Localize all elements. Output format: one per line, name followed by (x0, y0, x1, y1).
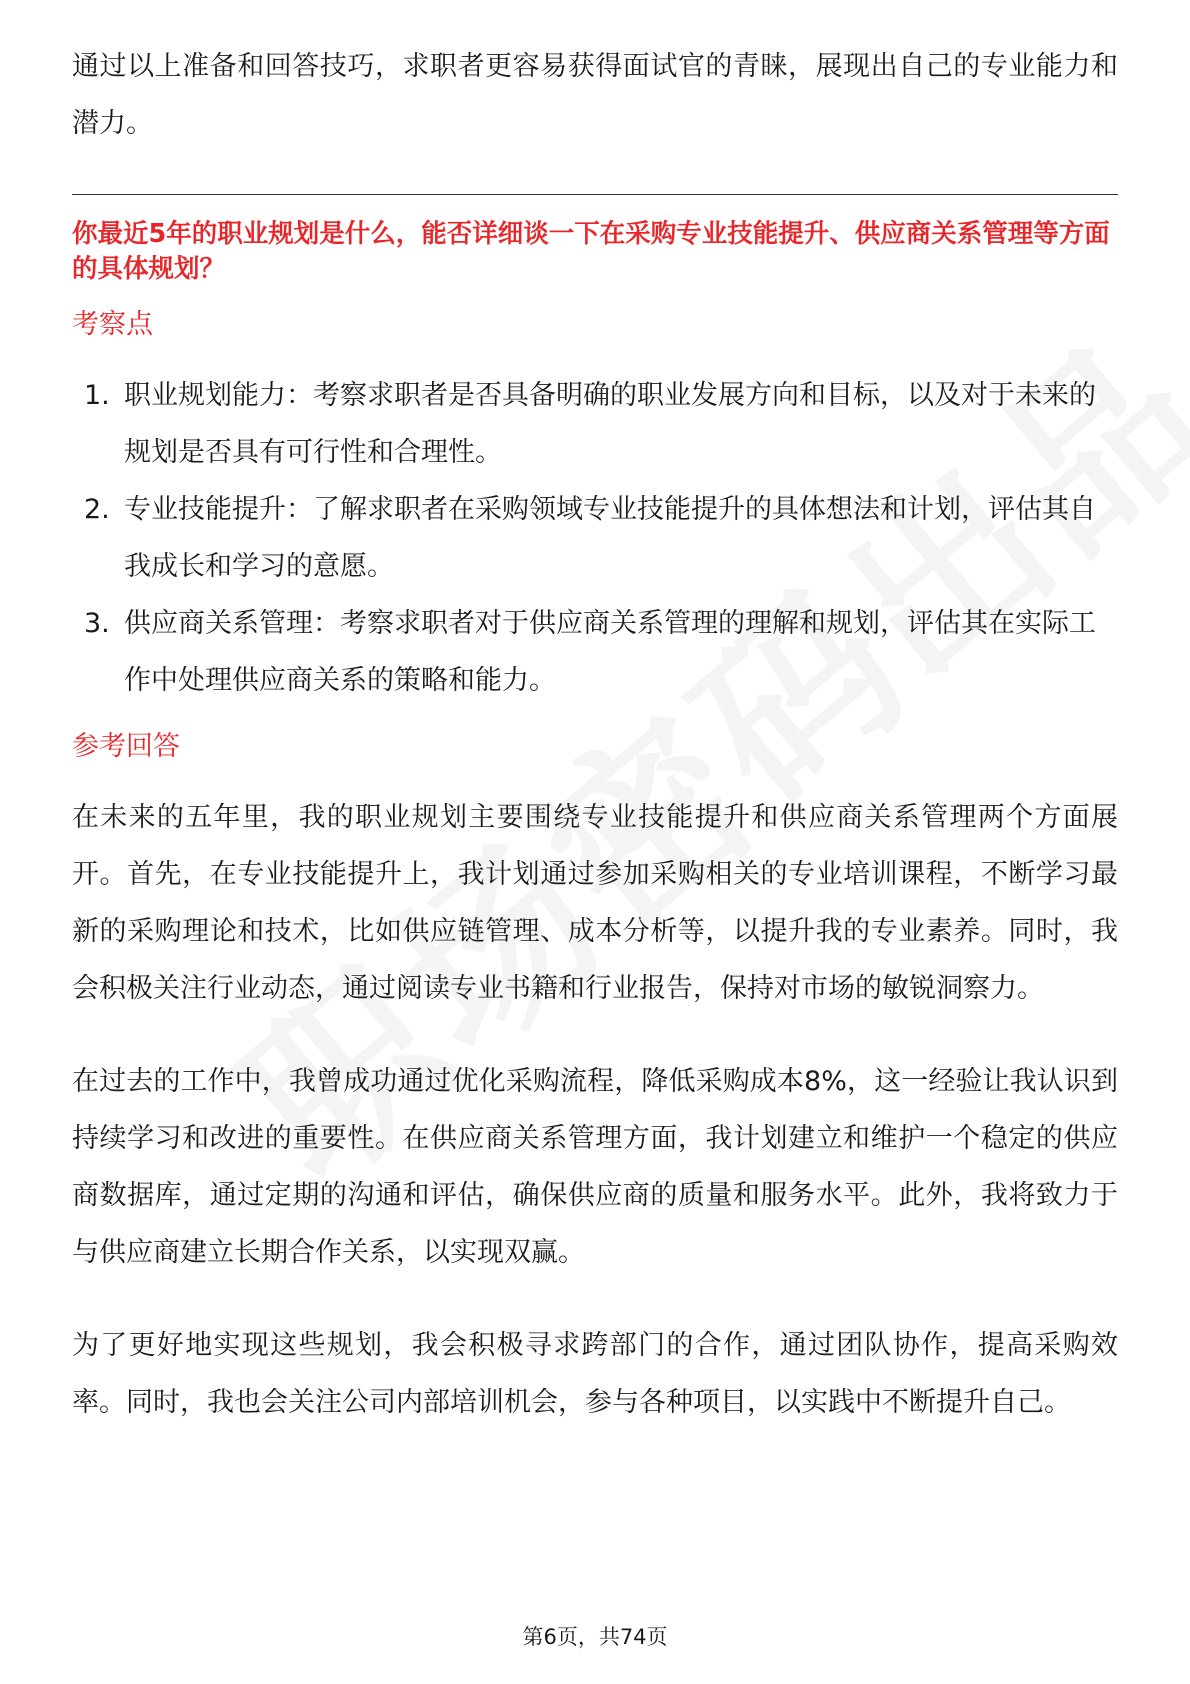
answer-paragraph: 在过去的工作中，我曾成功通过优化采购流程，降低采购成本8%，这一经验让我认识到持续学习和改进的重要性。在供应商关系管理方面，我计划建立和维护一个稳定的供应商数据库，通过定期的沟通和评估，确保供应商的质量和服务水平。此外，我将致力于与供应商建立长期合作关系，以实现双赢。 (72, 1066, 1118, 1268)
answer-title: 参考回答 (72, 731, 180, 762)
list-item-text: 职业规划能力：考察求职者是否具备明确的职业发展方向和目标，以及对于未来的规划是否具有可行性和合理性。 (124, 380, 1096, 468)
intro-paragraph: 通过以上准备和回答技巧，求职者更容易获得面试官的青睐，展现出自己的专业能力和潜力。 (72, 51, 1118, 139)
page-number-footer: 第6页，共74页 (522, 1625, 668, 1649)
examination-points-list (72, 367, 1118, 709)
list-item-number: 1. (84, 380, 110, 411)
examination-title: 考察点 (72, 309, 153, 340)
page-content (72, 38, 1118, 1467)
answer-paragraph: 在未来的五年里，我的职业规划主要围绕专业技能提升和供应商关系管理两个方面展开。首先，在专业技能提升上，我计划通过参加采购相关的专业培训课程，不断学习最新的采购理论和技术，比如供应链管理、成本分析等，以提升我的专业素养。同时，我会积极关注行业动态，通过阅读专业书籍和行业报告，保持对市场的敏锐洞察力。 (72, 802, 1118, 1004)
list-item-number: 3. (84, 608, 110, 639)
list-item (72, 595, 1118, 709)
list-item (72, 367, 1118, 481)
question-heading: 你最近5年的职业规划是什么，能否详细谈一下在采购专业技能提升、供应商关系管理等方面的具体规划？ (72, 219, 1110, 284)
list-item-text: 专业技能提升：了解求职者在采购领域专业技能提升的具体想法和计划，评估其自我成长和学习的意愿。 (124, 494, 1096, 582)
list-item (72, 481, 1118, 595)
section-divider (72, 194, 1118, 195)
answer-paragraph: 为了更好地实现这些规划，我会积极寻求跨部门的合作，通过团队协作，提高采购效率。同时，我也会关注公司内部培训机会，参与各种项目，以实践中不断提升自己。 (72, 1330, 1118, 1418)
list-item-text: 供应商关系管理：考察求职者对于供应商关系管理的理解和规划，评估其在实际工作中处理供应商关系的策略和能力。 (124, 608, 1096, 696)
list-item-number: 2. (84, 494, 110, 525)
